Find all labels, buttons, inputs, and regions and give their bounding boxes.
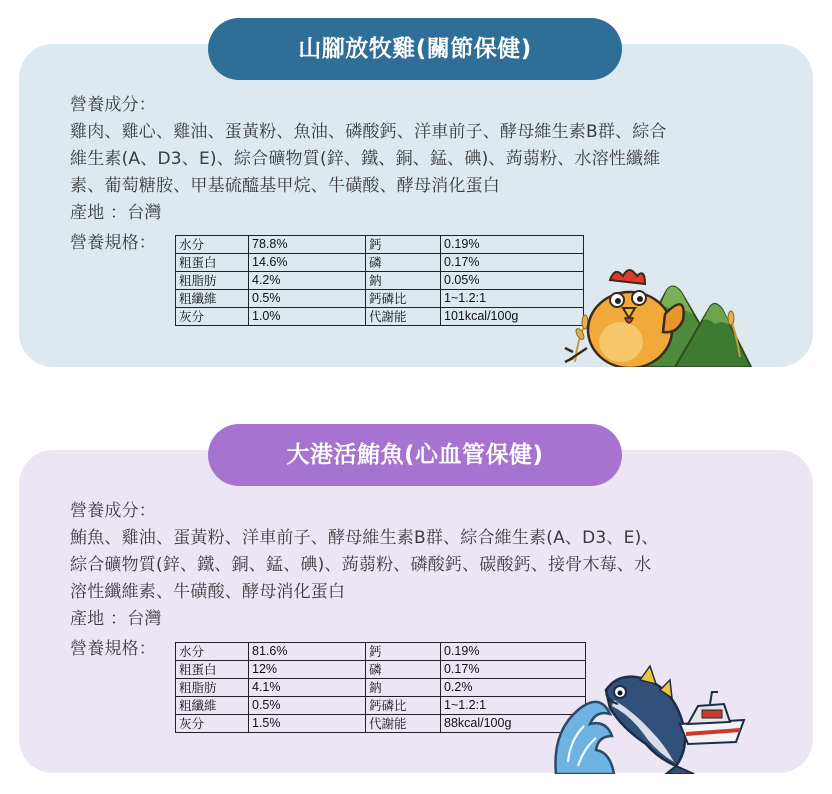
table-cell: 鈉 [366,272,441,290]
table-cell: 粗脂肪 [176,679,249,697]
table-row [176,290,584,308]
table-row [176,236,584,254]
table-cell: 磷 [366,661,441,679]
table-cell: 0.05% [441,272,584,290]
origin-text: 產地 ：台灣 [70,609,162,629]
table-row [176,715,586,733]
chicken-mascot-icon [555,262,755,367]
table-cell: 1.5% [249,715,366,733]
tuna-mascot-icon [548,662,748,774]
table-cell: 鈣 [366,643,441,661]
table-row [176,308,584,326]
ingredients-label: 營養成分： [70,501,156,521]
table-cell: 14.6% [249,254,366,272]
table-row [176,697,586,715]
table-row [176,661,586,679]
table-cell: 灰分 [176,715,249,733]
table-cell: 鈣磷比 [366,290,441,308]
table-cell: 0.5% [249,697,366,715]
table-cell: 磷 [366,254,441,272]
table-row [176,679,586,697]
table-cell: 88kcal/100g [441,715,586,733]
table-cell: 粗蛋白 [176,661,249,679]
origin-text: 產地 ：台灣 [70,203,162,223]
table-cell: 12% [249,661,366,679]
table-cell: 粗纖維 [176,290,249,308]
table-cell: 水分 [176,643,249,661]
table-cell: 粗脂肪 [176,272,249,290]
ingredients-label: 營養成分： [70,95,156,115]
table-cell: 代謝能 [366,715,441,733]
spec-label: 營養規格： [70,639,156,659]
spec-label: 營養規格： [70,233,156,253]
table-cell: 1.0% [249,308,366,326]
chicken-product-title: 山腳放牧雞(關節保健) [208,18,622,80]
table-cell: 0.17% [441,254,584,272]
ingredients-line: 素、葡萄糖胺、甲基硫醯基甲烷、牛磺酸、酵母消化蛋白 [70,176,500,196]
chicken-ingredients-block [70,92,770,227]
ingredients-line: 溶性纖維素、牛磺酸、酵母消化蛋白 [70,582,346,602]
table-cell: 0.5% [249,290,366,308]
table-cell: 81.6% [249,643,366,661]
table-cell: 101kcal/100g [441,308,584,326]
tuna-product-title: 大港活鮪魚(心血管保健) [208,424,622,486]
table-cell: 灰分 [176,308,249,326]
table-cell: 0.19% [441,236,584,254]
table-cell: 0.17% [441,661,586,679]
ingredients-line: 雞肉、雞心、雞油、蛋黃粉、魚油、磷酸鈣、洋車前子、酵母維生素B群、綜合 [70,122,667,142]
chicken-nutrition-table [175,235,584,326]
table-cell: 水分 [176,236,249,254]
table-cell: 1~1.2:1 [441,697,586,715]
tuna-ingredients-block [70,498,770,633]
ingredients-line: 維生素(A、D3、E)、綜合礦物質(鋅、鐵、銅、錳、碘)、蒟蒻粉、水溶性纖維 [70,149,661,169]
ingredients-line: 鮪魚、雞油、蛋黃粉、洋車前子、酵母維生素B群、綜合維生素(A、D3、E)、 [70,528,659,548]
ingredients-line: 綜合礦物質(鋅、鐵、銅、錳、碘)、蒟蒻粉、磷酸鈣、碳酸鈣、接骨木莓、水 [70,555,652,575]
table-cell: 0.19% [441,643,586,661]
table-cell: 78.8% [249,236,366,254]
table-cell: 0.2% [441,679,586,697]
table-cell: 粗蛋白 [176,254,249,272]
table-cell: 代謝能 [366,308,441,326]
table-cell: 鈉 [366,679,441,697]
table-cell: 4.2% [249,272,366,290]
table-cell: 1~1.2:1 [441,290,584,308]
table-cell: 粗纖維 [176,697,249,715]
table-cell: 4.1% [249,679,366,697]
table-row [176,272,584,290]
table-row [176,254,584,272]
table-row [176,643,586,661]
table-cell: 鈣 [366,236,441,254]
table-cell: 鈣磷比 [366,697,441,715]
tuna-nutrition-table [175,642,586,733]
